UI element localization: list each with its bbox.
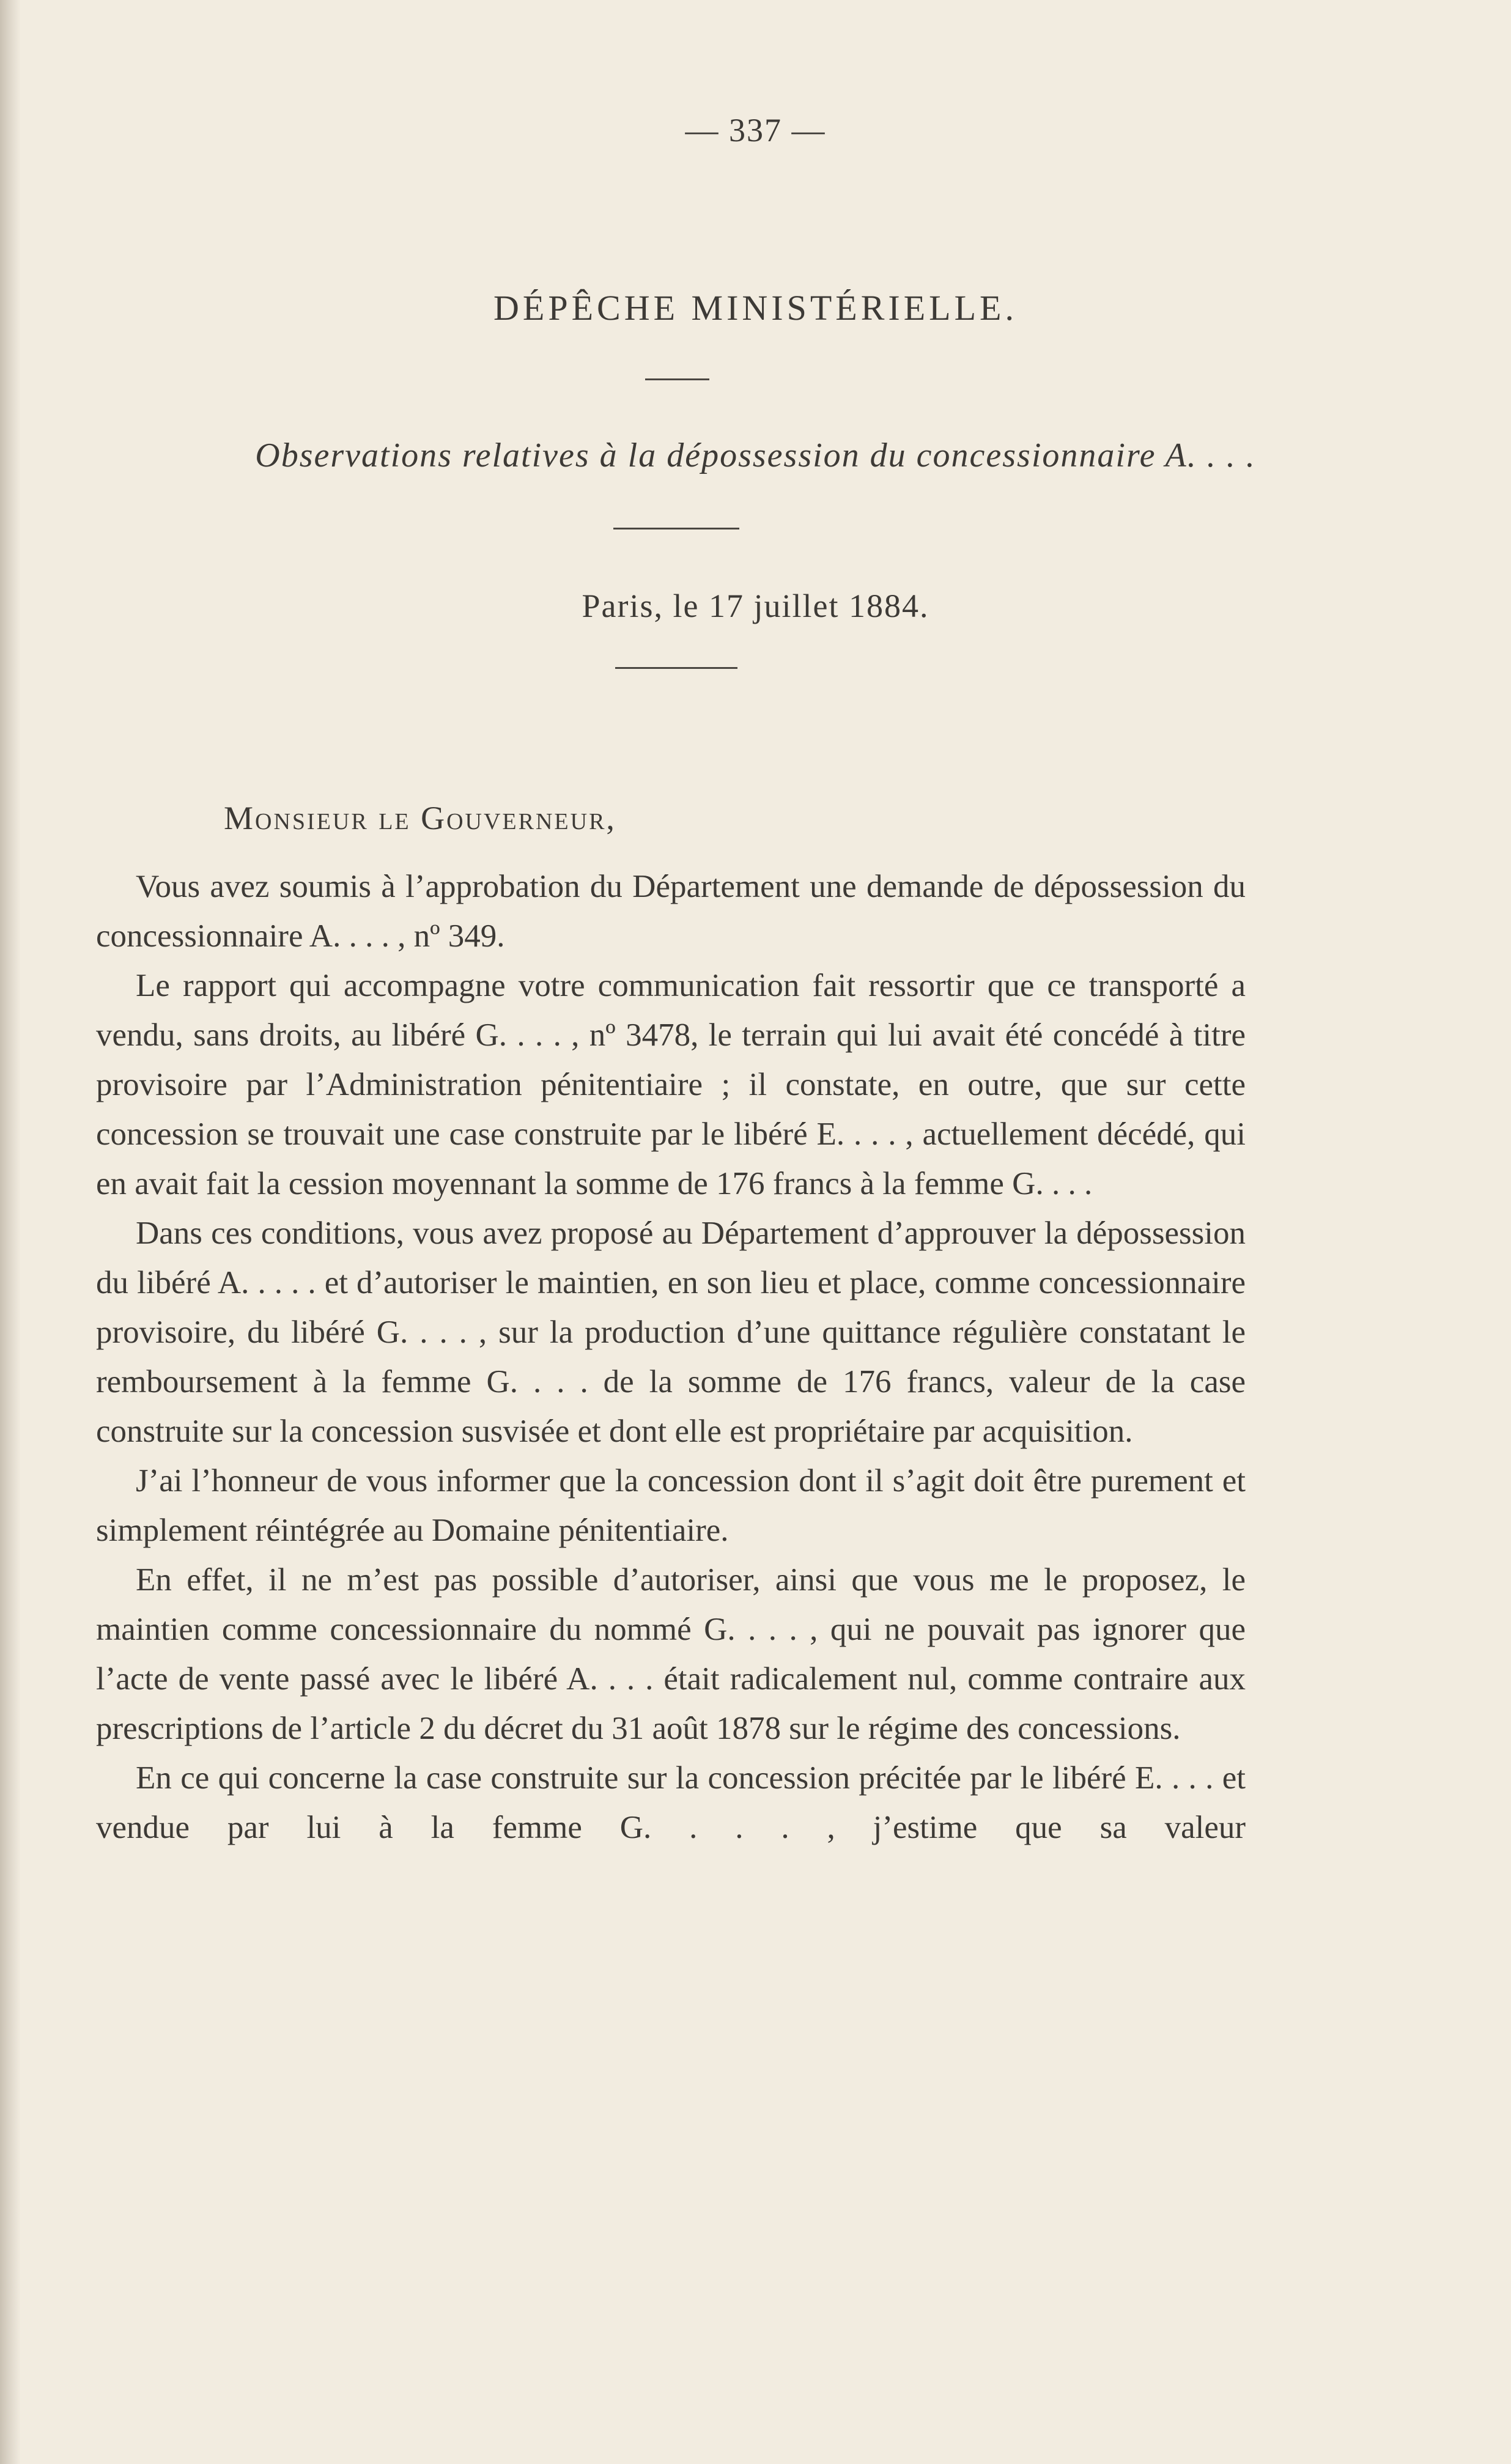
page-number: — 337 —	[685, 112, 826, 149]
body-paragraph: Dans ces conditions, vous avez proposé au Département d’approuver la dépossession du libéré A. . . . . et d’autoriser le maintien, en son lieu et place, comme concessionnaire provisoire, du libéré G. . . . , sur la production d’une quittance régulière constatant le remboursement à la femme G. . . . de la somme de 176 francs, valeur de la case construite sur la concession susvisée et dont elle est propriétaire par acquisition.	[96, 1215, 1246, 1449]
title-divider	[645, 378, 709, 380]
body-paragraph: En effet, il ne m’est pas possible d’autoriser, ainsi que vous me le proposez, le maintien comme concessionnaire du nommé G. . . . , qui ne pouvait pas ignorer que l’acte de vente passé avec le libéré A. . . . était radicalement nul, comme contraire aux prescriptions de l’article 2 du décret du 31 août 1878 sur le régime des concessions.	[96, 1562, 1246, 1746]
body-paragraph: Vous avez soumis à l’approbation du Département une demande de dépossession du concessionnaire A. . . . , nº 349.	[96, 869, 1246, 954]
body-paragraph: J’ai l’honneur de vous informer que la concession dont il s’agit doit être purement et simplement réintégrée au Domaine pénitentiaire.	[96, 1463, 1246, 1548]
body-paragraph: En ce qui concerne la case construite sur la concession précitée par le libéré E. . . . et vendue par lui à la femme G. . . . , j’estime que sa valeur	[96, 1760, 1246, 1845]
salutation: Monsieur le Gouverneur,	[224, 800, 616, 836]
body-paragraph: Le rapport qui accompagne votre communication fait ressortir que ce transporté a vendu, sans droits, au libéré G. . . . , nº 3478, le terrain qui lui avait été concédé à titre provisoire par l’Administration pénitentiaire ; il constate, en outre, que sur cette concession se trouvait une case construite par le libéré E. . . . , actuellement décédé, qui en avait fait la cession moyennant la somme de 176 francs à la femme G. . . .	[96, 968, 1246, 1201]
document-title: DÉPÊCHE MINISTÉRIELLE.	[493, 288, 1018, 328]
dateline: Paris, le 17 juillet 1884.	[582, 588, 929, 624]
subtitle-divider	[613, 528, 739, 529]
dateline-divider	[615, 667, 737, 669]
letter-body	[96, 862, 1246, 1853]
page-edge-shadow	[0, 0, 21, 2464]
document-subtitle: Observations relatives à la dépossession du concessionnaire A. . . .	[255, 437, 1256, 474]
